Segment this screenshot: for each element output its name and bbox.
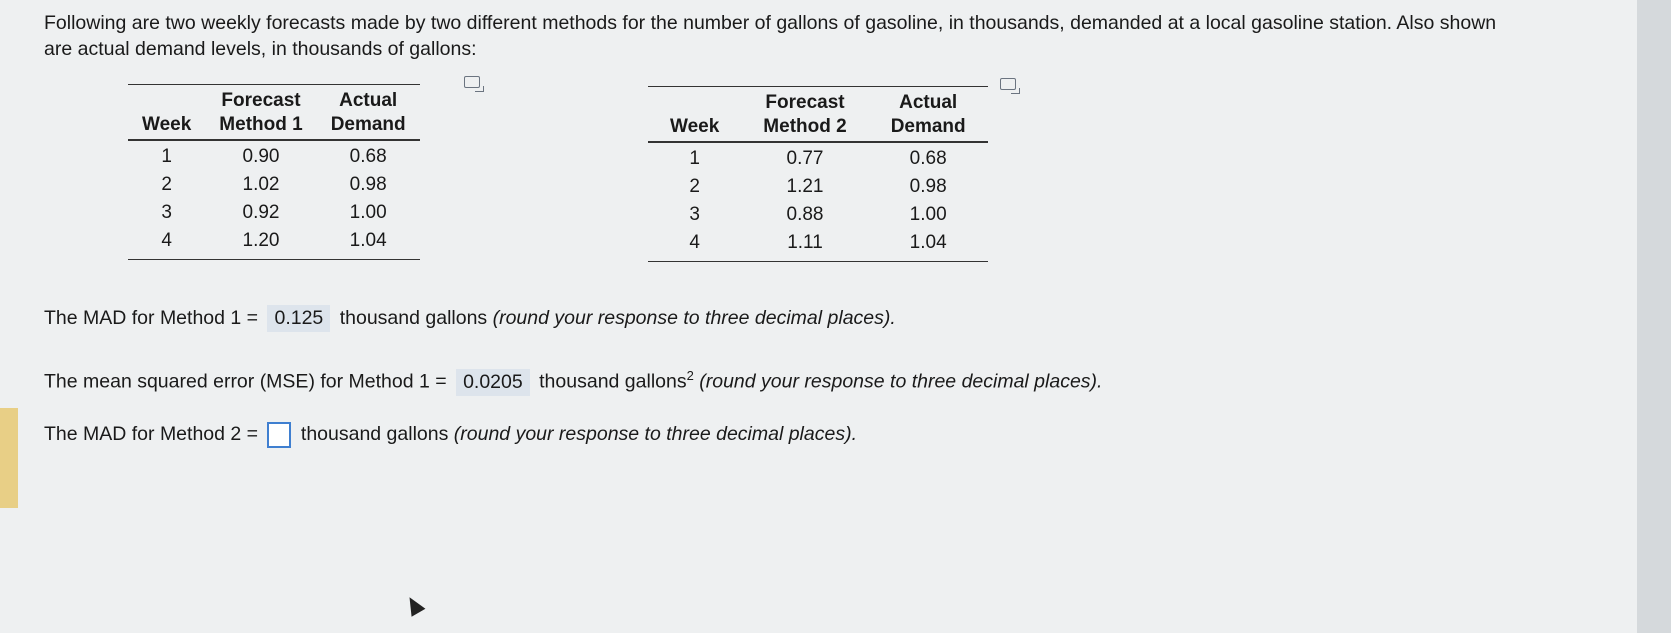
- cell-week: 4: [161, 230, 172, 251]
- table-row: [648, 201, 988, 229]
- question-mad-method2: [44, 422, 857, 448]
- mouse-pointer-icon: [403, 593, 426, 617]
- cell-week: 4: [689, 232, 700, 253]
- cell-forecast: 0.88: [786, 204, 824, 225]
- cell-actual: 1.00: [349, 202, 387, 223]
- col-header-forecast-l2: Method 2: [763, 116, 847, 137]
- cell-forecast: 0.77: [786, 148, 824, 169]
- problem-statement: [44, 10, 1624, 62]
- col-header-actual-l2: Demand: [890, 116, 966, 137]
- answer-input-mad-method2[interactable]: [267, 422, 291, 448]
- question-unit: thousand gallons: [300, 423, 449, 446]
- question-prefix: The MAD for Method 2 =: [44, 423, 259, 446]
- col-header-actual-l1: Actual: [899, 92, 958, 113]
- question-unit: thousand gallons: [539, 370, 687, 393]
- cell-week: 2: [161, 174, 172, 195]
- cell-forecast: 1.11: [787, 232, 823, 253]
- cell-actual: 0.98: [349, 174, 387, 195]
- method1-table-container: [128, 84, 420, 260]
- problem-statement-line1: Following are two weekly forecasts made by two different methods for the number of gallons of gasoline, in thousands, demanded at a local gasoline station. Also shown: [44, 12, 1497, 34]
- copy-icon[interactable]: [464, 76, 480, 88]
- col-header-forecast: [741, 87, 868, 143]
- method2-table-container: [648, 86, 988, 262]
- col-header-actual: [869, 87, 988, 143]
- answer-field-mse-method1[interactable]: 0.0205: [456, 369, 530, 396]
- table-row: [128, 227, 420, 260]
- table-row: [648, 142, 988, 173]
- method1-forecast-table: [128, 84, 420, 260]
- cell-actual: 0.68: [349, 146, 387, 167]
- table-row: [648, 173, 988, 201]
- col-header-actual: [317, 85, 420, 141]
- col-header-forecast-l1: Forecast: [221, 90, 301, 111]
- col-header-forecast-l2: Method 1: [219, 114, 303, 135]
- question-mad-method1: [44, 305, 896, 332]
- question-unit: thousand gallons: [339, 307, 488, 329]
- cell-forecast: 0.92: [242, 202, 280, 223]
- table-row: [648, 229, 988, 262]
- cell-week: 3: [689, 204, 700, 225]
- question-prefix: The mean squared error (MSE) for Method 1 =: [44, 370, 447, 393]
- col-header-forecast: [205, 85, 316, 141]
- cell-actual: 0.68: [909, 148, 947, 169]
- col-header-week-label: Week: [670, 116, 720, 137]
- cell-week: 3: [161, 202, 172, 223]
- col-header-week: [648, 87, 741, 143]
- question-instruction: (round your response to three decimal places).: [699, 370, 1103, 393]
- cell-week: 1: [689, 148, 700, 169]
- question-highlight-bar: [0, 408, 18, 508]
- col-header-week-label: Week: [142, 114, 192, 135]
- cell-forecast: 1.02: [242, 174, 280, 195]
- cell-forecast: 1.20: [242, 230, 280, 251]
- cell-week: 1: [161, 146, 172, 167]
- table-row: [128, 199, 420, 227]
- problem-statement-line2: are actual demand levels, in thousands of gallons:: [44, 38, 477, 60]
- cell-actual: 1.04: [349, 230, 387, 251]
- table-row: [128, 140, 420, 171]
- question-instruction: (round your response to three decimal places).: [492, 307, 896, 329]
- cell-actual: 0.98: [909, 176, 947, 197]
- cell-week: 2: [689, 176, 700, 197]
- copy-icon[interactable]: [1000, 78, 1016, 90]
- method2-forecast-table: [648, 86, 988, 262]
- col-header-week: [128, 85, 205, 141]
- col-header-actual-l2: Demand: [330, 114, 406, 135]
- cell-actual: 1.00: [909, 204, 947, 225]
- question-mse-method1: [44, 368, 1102, 396]
- cell-forecast: 1.21: [786, 176, 824, 197]
- cell-actual: 1.04: [909, 232, 947, 253]
- answer-field-mad-method1[interactable]: 0.125: [267, 305, 330, 332]
- col-header-actual-l1: Actual: [339, 90, 398, 111]
- table-row: [128, 171, 420, 199]
- cell-forecast: 0.90: [242, 146, 280, 167]
- scrollbar-track[interactable]: [1637, 0, 1671, 633]
- question-instruction: (round your response to three decimal places).: [453, 423, 857, 446]
- unit-exponent: 2: [686, 368, 694, 383]
- col-header-forecast-l1: Forecast: [765, 92, 845, 113]
- question-prefix: The MAD for Method 1 =: [44, 307, 259, 329]
